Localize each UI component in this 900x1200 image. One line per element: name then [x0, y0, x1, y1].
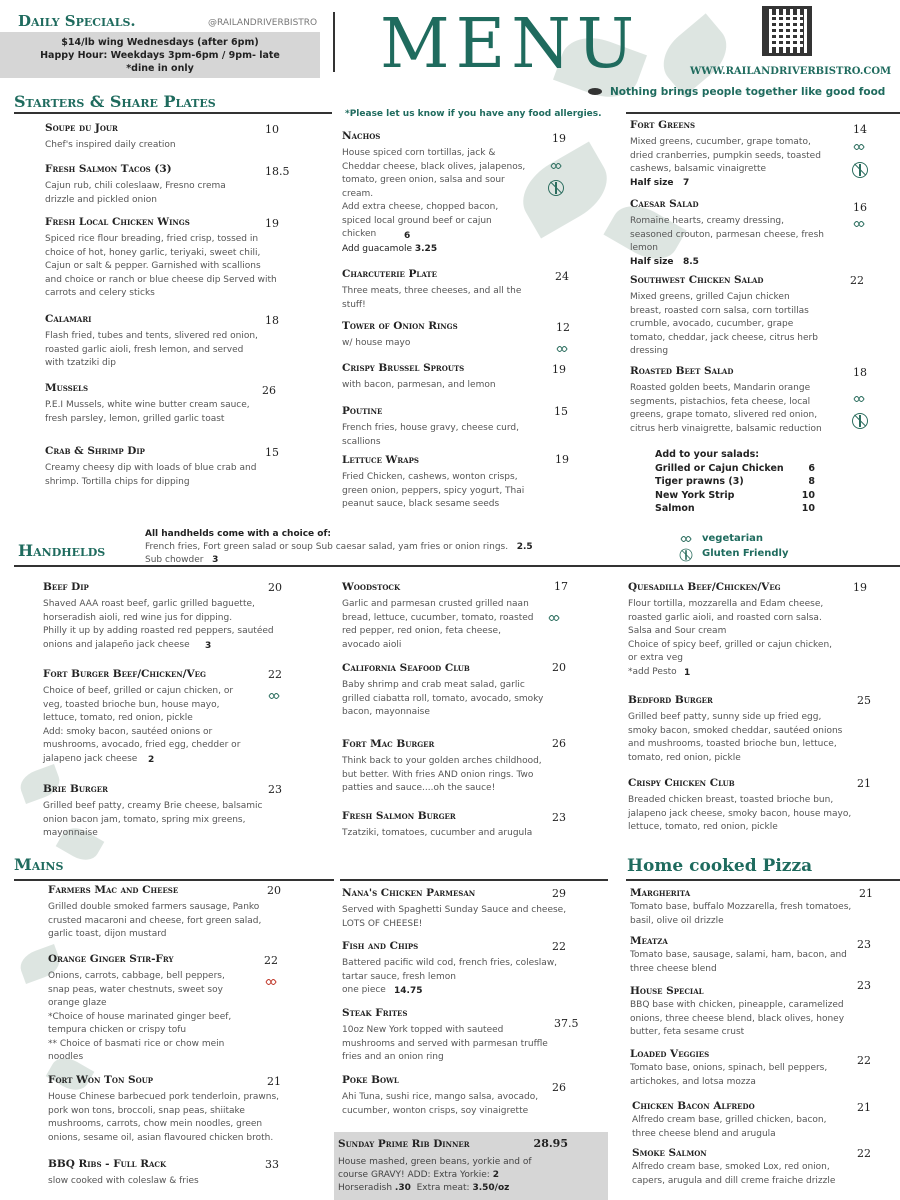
item-price: 25: [857, 694, 871, 707]
item-name: Crispy Chicken Club: [628, 777, 735, 789]
item-price: 19: [265, 217, 279, 230]
item-price: 23: [552, 811, 566, 824]
item-desc: Cajun rub, chili coleslaaw, Fresno crema drizzle and pickled onion: [45, 181, 226, 205]
vegetarian-icon: [550, 160, 562, 172]
item-price: 23: [857, 938, 871, 951]
menu-title: MENU: [380, 5, 641, 84]
allergy-note: *Please let us know if you have any food allergies.: [345, 109, 602, 119]
item-price: 23: [268, 783, 282, 796]
item-desc: Romaine hearts, creamy dressing, seasoned crouton, parmesan cheese, fresh lemon: [630, 216, 824, 253]
item-desc: with bacon, parmesan, and lemon: [342, 380, 496, 390]
item-name: Caesar Salad: [630, 198, 699, 210]
item-name: Beef Dip: [43, 581, 89, 593]
section-handhelds: Handhelds: [18, 541, 106, 560]
vegetarian-icon: [853, 141, 865, 153]
menu-item: [632, 1100, 882, 1141]
item-price: 22: [268, 668, 282, 681]
item-name: Farmers Mac and Cheese: [48, 884, 179, 896]
item-price: 33: [265, 1158, 279, 1171]
item-name: Bedford Burger: [628, 694, 713, 706]
menu-item: [628, 777, 878, 835]
extra-label: Add guacamole: [342, 244, 412, 254]
item-price: 22: [850, 274, 864, 287]
menu-item: [45, 382, 315, 426]
item-price: 19: [555, 453, 569, 466]
section-rule: [340, 879, 608, 881]
item-desc: Grilled beef patty, creamy Brie cheese, balsamic onion bacon jam, tomato, spring mix greens, mayonnaise: [43, 801, 263, 838]
special-line: Happy Hour: Weekdays 3pm-6pm / 9pm- late: [40, 50, 280, 61]
item-name: Fort Mac Burger: [342, 738, 435, 750]
item-desc: Grilled double smoked farmers sausage, Panko crusted macaroni and cheese, fort green salad, garlic toast, dijon mustard: [48, 902, 262, 939]
menu-item: [342, 1074, 592, 1118]
menu-item: [342, 130, 582, 254]
menu-item: [342, 810, 582, 841]
item-name: Poutine: [342, 405, 383, 417]
handhelds-note: [145, 528, 533, 567]
item-desc: Flour tortilla, mozzarella and Edam cheese, roasted garlic aioli, and roasted corn salsa. Salsa and Sour cream Choice of spicy beef, grilled or cajun chicken, or extra veg *add Pesto: [628, 599, 833, 677]
menu-item: [45, 163, 315, 207]
item-name: Brie Burger: [43, 783, 108, 795]
vegetarian-icon: [265, 976, 277, 988]
note-price: 3: [212, 555, 219, 565]
dietary-legend: [680, 533, 788, 563]
menu-item: [342, 1007, 592, 1065]
item-name: Meatza: [630, 935, 668, 947]
item-name: Calamari: [45, 313, 92, 325]
extra-price: 3: [205, 641, 212, 651]
item-name: Sunday Prime Rib Dinner: [338, 1138, 470, 1150]
menu-item: [630, 274, 870, 359]
item-price: 10: [265, 123, 279, 136]
item-name: Southwest Chicken Salad: [630, 274, 764, 286]
menu-item: [48, 1158, 318, 1189]
item-price: 37.5: [554, 1017, 579, 1030]
menu-item: [342, 738, 582, 796]
social-handle: @RAILANDRIVERBISTRO: [208, 18, 318, 28]
section-pizza: Home cooked Pizza: [627, 856, 813, 876]
menu-item: [48, 953, 318, 1065]
item-desc: Mixed greens, grilled Cajun chicken breast, roasted corn salsa, corn tortillas crumble, avocado, cucumber, grape tomato, cheddar, jack cheese, citrus herb dressing: [630, 292, 818, 356]
addon-row: Grilled or Cajun Chicken 6: [655, 462, 815, 474]
special-line: *dine in only: [126, 63, 194, 74]
header-divider: [333, 12, 335, 72]
gluten-friendly-icon: [852, 162, 868, 178]
item-name: Fresh Salmon Burger: [342, 810, 456, 822]
legend-veg: vegetarian: [680, 533, 788, 548]
menu-item: [630, 1048, 880, 1089]
item-desc: House mashed, green beans, yorkie and of course GRAVY! ADD: Extra Yorkie: 2 Horseradish .30 Extra meat: 3.50/oz: [338, 1157, 532, 1193]
salad-addons: [655, 448, 815, 516]
item-desc: BBQ base with chicken, pineapple, caramelized onions, three cheese blend, black olives, honey butter, feta sesame crust: [630, 1000, 845, 1037]
menu-item: [45, 445, 315, 489]
menu-item: [630, 119, 870, 190]
note-title: All handhelds come with a choice of:: [145, 529, 331, 539]
item-desc: Spiced rice flour breading, fried crisp, tossed in choice of hot, honey garlic, teriyaki, sweet chili, Cajun or salt & pepper. Garnished with scallions and choice or ranch or blue cheese dip Served with carrots and celery sticks: [45, 234, 277, 298]
item-price: 21: [267, 1075, 281, 1088]
item-desc: Roasted golden beets, Mandarin orange segments, pistachios, feta cheese, local greens, grape tomato, slivered red onion, citrus herb vinaigrette, balsamic reduction: [630, 383, 822, 434]
addon-row: Tiger prawns (3) 8: [655, 476, 815, 487]
item-desc: Fried Chicken, cashews, wonton crisps, green onion, peppers, spicy yogurt, Thai peanut sauce, black sesame seeds: [342, 472, 525, 509]
item-price: 19: [853, 581, 867, 594]
item-desc: Battered pacific wild cod, french fries, coleslaw, tartar sauce, fresh lemon one piece: [342, 958, 558, 995]
extra-price: 3.25: [414, 244, 438, 254]
item-name: Fish and Chips: [342, 940, 419, 952]
special-line: $14/lb wing Wednesdays (after 6pm): [61, 37, 259, 48]
menu-item: [342, 454, 582, 512]
item-price: 22: [857, 1147, 871, 1160]
item-name: California Seafood Club: [342, 662, 470, 674]
gluten-friendly-icon: [852, 413, 868, 429]
half-size-price: 7: [682, 177, 690, 188]
item-name: Fort Greens: [630, 119, 696, 131]
item-price: 23: [857, 979, 871, 992]
half-size-label: Half size: [630, 177, 674, 188]
extra-price: 14.75: [394, 986, 423, 996]
menu-item: [630, 935, 880, 976]
item-price: 22: [857, 1054, 871, 1067]
item-price: 12: [556, 321, 570, 334]
menu-item: [45, 216, 315, 301]
website-link[interactable]: WWW.RAILANDRIVERBISTRO.COM: [690, 66, 892, 77]
menu-item: [43, 581, 313, 652]
item-desc: Tomato base, sausage, salami, ham, bacon, and three cheese blend: [630, 950, 847, 974]
item-name: BBQ Ribs - Full Rack: [48, 1158, 167, 1170]
item-price: 21: [857, 777, 871, 790]
item-price: 15: [265, 446, 279, 459]
item-desc: Flash fried, tubes and tents, slivered red onion, roasted garlic aioli, fresh lemon, and served with tzatziki dip: [45, 331, 258, 368]
item-desc: House spiced corn tortillas, jack & Cheddar cheese, black olives, jalapenos, tomato, green onion, salsa and sour cream. Add extra cheese, chopped bacon, spiced local ground beef or cajun chicken: [342, 148, 526, 239]
item-desc: Choice of beef, grilled or cajun chicken, or veg, toasted brioche bun, house mayo, lettuce, tomato, red onion, pickle Add: smoky bacon, sautéed onions or mushrooms, avocado, fried egg, chedder or jalapeno jack cheese: [43, 686, 241, 764]
section-starters: Starters & Share Plates: [14, 92, 216, 111]
section-rule: [626, 112, 900, 114]
half-size-price: 8.5: [682, 256, 699, 267]
item-desc: Breaded chicken breast, toasted brioche bun, jalapeno jack cheese, smoky bacon, house mayo, lettuce, tomato, red onion, pickle: [628, 795, 852, 832]
item-desc: Served with Spaghetti Sunday Sauce and cheese, LOTS OF CHEESE!: [342, 905, 567, 929]
item-price: 14: [853, 123, 867, 136]
item-name: Charcuterie Plate: [342, 268, 437, 280]
item-desc: Garlic and parmesan crusted grilled naan bread, lettuce, cucumber, tomato, roasted red pepper, red onion, feta cheese, avocado aioli: [342, 599, 534, 650]
daily-specials-box: [0, 32, 320, 78]
item-name: Fort Won Ton Soup: [48, 1074, 154, 1086]
menu-item: [630, 198, 870, 269]
menu-item: [342, 320, 582, 351]
gluten-friendly-icon: [680, 549, 693, 562]
vegetarian-icon: [853, 393, 865, 405]
item-price: 26: [552, 1081, 566, 1094]
item-name: Fresh Salmon Tacos (3): [45, 163, 172, 175]
item-price: 20: [552, 661, 566, 674]
item-desc: slow cooked with coleslaw & fries: [48, 1176, 199, 1186]
item-price: 28.95: [533, 1137, 568, 1150]
sunday-special-box: [334, 1132, 608, 1200]
item-name: Quesadilla Beef/Chicken/Veg: [628, 581, 781, 593]
item-name: Nachos: [342, 130, 381, 142]
item-desc: Tzatziki, tomatoes, cucumber and arugula: [342, 828, 533, 838]
menu-item: [630, 887, 880, 928]
item-price: 26: [262, 384, 276, 397]
item-name: Margherita: [630, 887, 691, 899]
item-price: 21: [859, 887, 873, 900]
item-price: 16: [853, 201, 867, 214]
menu-item: [45, 122, 315, 153]
tagline: Nothing brings people together like good food: [610, 86, 886, 98]
vegetarian-icon: [853, 218, 865, 230]
item-price: 18: [853, 366, 867, 379]
vegetarian-icon: [268, 690, 280, 702]
item-desc: 10oz New York topped with sauteed mushrooms and served with parmesan truffle fries and an onion ring: [342, 1025, 548, 1062]
item-name: Crab & Shrimp Dip: [45, 445, 145, 457]
item-price: 22: [264, 954, 278, 967]
menu-item: [342, 581, 582, 652]
item-desc: w/ house mayo: [342, 338, 411, 348]
item-name: Tower of Onion Rings: [342, 320, 458, 332]
addons-title: Add to your salads:: [655, 449, 760, 460]
half-size-label: Half size: [630, 256, 674, 267]
menu-item: [48, 884, 318, 942]
menu-item: [342, 940, 592, 998]
menu-item: [43, 668, 313, 766]
item-name: Crispy Brussel Sprouts: [342, 362, 465, 374]
item-name: Steak Frites: [342, 1007, 408, 1019]
item-desc: Tomato base, onions, spinach, bell peppers, artichokes, and lotsa mozza: [630, 1063, 828, 1087]
item-price: 18: [265, 314, 279, 327]
item-price: 20: [267, 884, 281, 897]
item-name: Soupe du Jour: [45, 122, 118, 134]
note-price: 2.5: [516, 542, 533, 552]
menu-item: [48, 1074, 318, 1145]
menu-item: [342, 362, 582, 393]
item-desc: Tomato base, buffalo Mozzarella, fresh tomatoes, basil, olive oil drizzle: [630, 902, 852, 926]
note-line: Sub chowder: [145, 555, 204, 565]
extra-price: 1: [684, 668, 691, 678]
gluten-friendly-icon: [548, 180, 564, 196]
menu-item: [342, 268, 582, 312]
item-price: 26: [552, 737, 566, 750]
item-desc: Shaved AAA roast beef, garlic grilled baguette, horseradish aioli, red wine jus for dipping. Philly it up by adding roasted red peppers, sautéed onions and jalapeño jack cheese: [43, 599, 274, 650]
bullet-icon: [588, 88, 602, 95]
item-desc: Creamy cheesy dip with loads of blue crab and shrimp. Tortilla chips for dipping: [45, 463, 257, 487]
item-price: 15: [554, 405, 568, 418]
item-price: 17: [554, 580, 568, 593]
item-desc: Think back to your golden arches childhood, but better. With fries AND onion rings. Two patties and sauce....oh the sauce!: [342, 756, 542, 793]
item-price: 21: [857, 1101, 871, 1114]
item-price: 29: [552, 887, 566, 900]
menu-item: [342, 405, 582, 449]
addon-row: Salmon 10: [655, 503, 815, 514]
menu-item: [342, 662, 582, 720]
legend-gf: Gluten Friendly: [680, 548, 788, 563]
section-rule: [14, 879, 334, 881]
item-name: Poke Bowl: [342, 1074, 399, 1086]
item-name: Orange Ginger Stir-Fry: [48, 953, 174, 965]
item-name: Roasted Beet Salad: [630, 365, 734, 377]
item-desc: Alfredo cream base, grilled chicken, bacon, three cheese blend and arugula: [632, 1115, 827, 1139]
extra-price: 6: [404, 231, 411, 241]
item-price: 19: [552, 363, 566, 376]
item-price: 19: [552, 132, 566, 145]
menu-item: [628, 581, 878, 679]
item-desc: French fries, house gravy, cheese curd, scallions: [342, 423, 519, 447]
item-name: Loaded Veggies: [630, 1048, 710, 1060]
item-name: Chicken Bacon Alfredo: [632, 1100, 755, 1112]
item-name: Fresh Local Chicken Wings: [45, 216, 190, 228]
daily-specials-title: Daily Specials.: [18, 12, 136, 30]
item-desc: Ahi Tuna, sushi rice, mango salsa, avocado, cucumber, wonton crisps, soy vinaigrette: [342, 1092, 539, 1116]
item-desc: Alfredo cream base, smoked Lox, red onion, capers, arugula and dill creme fraiche drizzle: [632, 1162, 836, 1186]
note-line: French fries, Fort green salad or soup Sub caesar salad, yam fries or onion rings.: [145, 542, 509, 552]
menu-item: [632, 1147, 882, 1188]
item-desc: P.E.I Mussels, white wine butter cream sauce, fresh parsley, lemon, grilled garlic toast: [45, 400, 250, 424]
item-price: 18.5: [265, 165, 290, 178]
menu-item: [342, 887, 592, 931]
section-rule: [626, 879, 900, 881]
item-desc: Baby shrimp and crab meat salad, garlic grilled ciabatta roll, tomato, avocado, smoky bacon, mayonnaise: [342, 680, 544, 717]
item-price: 20: [268, 581, 282, 594]
section-mains: Mains: [14, 855, 64, 874]
item-name: Fort Burger Beef/Chicken/Veg: [43, 668, 206, 680]
menu-item: [630, 979, 880, 1040]
qr-code-icon[interactable]: [762, 6, 812, 56]
item-price: 24: [555, 270, 569, 283]
extra-price: 2: [148, 755, 155, 765]
item-name: House Special: [630, 985, 704, 997]
menu-item: [628, 694, 878, 765]
item-desc: Chef's inspired daily creation: [45, 140, 176, 150]
item-desc: Grilled beef patty, sunny side up fried egg, smoky bacon, smoked cheddar, sautéed onions and mushrooms, toasted brioche bun, lettuce, tomato, red onion, pickle: [628, 712, 843, 763]
menu-item: [43, 783, 313, 841]
item-desc: House Chinese barbecued pork tenderloin, prawns, pork won tons, broccoli, snap peas, shiitake mushrooms, carrots, chow mein noodles, green onions, sesame oil, asian flavoured chicken broth.: [48, 1092, 280, 1143]
item-name: Lettuce Wraps: [342, 454, 419, 466]
vegetarian-icon: [556, 343, 568, 355]
item-price: 22: [552, 940, 566, 953]
item-name: Mussels: [45, 382, 88, 394]
item-name: Nana's Chicken Parmesan: [342, 887, 476, 899]
section-rule: [14, 112, 332, 114]
menu-item: [630, 365, 870, 436]
item-desc: Mixed greens, cucumber, grape tomato, dried cranberries, pumpkin seeds, toasted cashews, balsamic vinaigrette: [630, 137, 821, 174]
vegetarian-icon: [680, 533, 692, 545]
addon-row: New York Strip 10: [655, 489, 815, 501]
item-desc: Onions, carrots, cabbage, bell peppers, snap peas, water chestnuts, sweet soy orange glaze *Choice of house marinated ginger beef, tempura chicken or crispy tofu ** Choice of basmati rice or chow mein noodles: [48, 971, 232, 1062]
menu-item: [45, 313, 315, 371]
vegetarian-icon: [548, 612, 560, 624]
leaf-decoration: [652, 13, 738, 96]
item-name: Woodstock: [342, 581, 401, 593]
item-desc: Three meats, three cheeses, and all the stuff!: [342, 286, 522, 310]
item-name: Smoke Salmon: [632, 1147, 707, 1159]
